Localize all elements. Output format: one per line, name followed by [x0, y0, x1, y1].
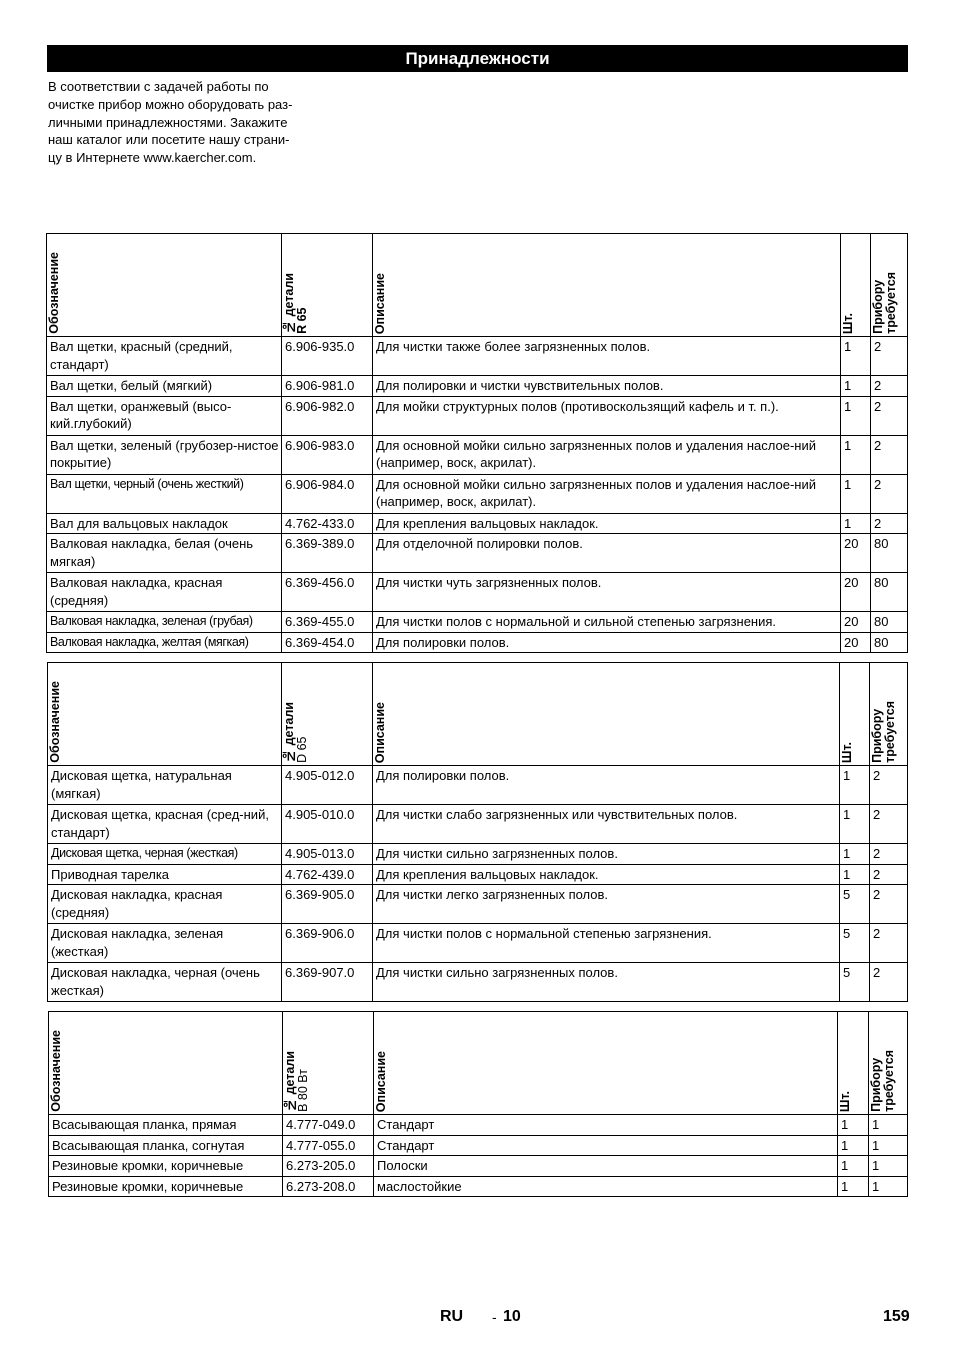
cell-required: 1	[869, 1135, 908, 1156]
table-row	[47, 632, 908, 653]
header-name: Обозначение	[49, 1012, 283, 1115]
cell-part-number: 6.273-205.0	[283, 1156, 374, 1177]
header-name: Обозначение	[47, 234, 282, 337]
cell-description: Для мойки структурных полов (противоскользящий кафель и т. п.).	[373, 396, 841, 435]
cell-required: 2	[871, 474, 908, 513]
cell-description: Стандарт	[374, 1135, 838, 1156]
cell-required: 80	[871, 534, 908, 573]
footer-language: RU	[440, 1308, 464, 1325]
header-req: Прибору требуется	[871, 234, 908, 337]
cell-part-number: 4.762-433.0	[282, 513, 373, 534]
cell-part-number: 6.369-455.0	[282, 612, 373, 633]
cell-description: Для чистки легко загрязненных полов.	[373, 885, 840, 924]
table-row	[47, 534, 908, 573]
cell-description: Для полировки полов.	[373, 766, 840, 805]
cell-part-number: 6.273-208.0	[283, 1176, 374, 1197]
accessories-table-r65	[46, 233, 908, 653]
cell-description: маслостойкие	[374, 1176, 838, 1197]
header-desc: Описание	[374, 1012, 838, 1115]
cell-quantity: 1	[841, 474, 871, 513]
cell-part-number: 6.906-984.0	[282, 474, 373, 513]
cell-name: Вал для вальцовых накладок	[47, 513, 282, 534]
cell-description: Стандарт	[374, 1115, 838, 1136]
cell-description: Полоски	[374, 1156, 838, 1177]
cell-description: Для чистки слабо загрязненных или чувствительных полов.	[373, 805, 840, 844]
table-row	[47, 396, 908, 435]
cell-part-number: 4.777-055.0	[283, 1135, 374, 1156]
cell-part-number: 6.906-935.0	[282, 337, 373, 376]
table-row	[48, 864, 908, 885]
header-req: Прибору требуется	[869, 1012, 908, 1115]
cell-name: Дисковая щетка, красная (сред-ний, стандарт)	[48, 805, 282, 844]
table-header-row	[49, 1012, 908, 1115]
cell-part-number: 4.762-439.0	[282, 864, 373, 885]
intro-text	[48, 78, 338, 167]
cell-part-number: 6.906-983.0	[282, 435, 373, 474]
cell-required: 2	[870, 885, 908, 924]
header-part: № детали B 80 Вт	[283, 1012, 374, 1115]
cell-required: 80	[871, 612, 908, 633]
cell-quantity: 1	[840, 766, 870, 805]
header-desc: Описание	[373, 234, 841, 337]
intro-line: личными принадлежностями. Закажите	[48, 114, 288, 130]
cell-quantity: 5	[840, 885, 870, 924]
cell-quantity: 20	[841, 573, 871, 612]
table-header-row	[47, 234, 908, 337]
table-row	[49, 1176, 908, 1197]
intro-line: цу в Интернете www.kaercher.com.	[48, 150, 257, 166]
cell-quantity: 1	[838, 1135, 869, 1156]
cell-description: Для чистки сильно загрязненных полов.	[373, 963, 840, 1002]
cell-required: 2	[870, 963, 908, 1002]
cell-required: 2	[870, 924, 908, 963]
cell-name: Валковая накладка, красная (средняя)	[47, 573, 282, 612]
cell-required: 2	[870, 844, 908, 865]
table-row	[47, 337, 908, 376]
cell-required: 2	[871, 376, 908, 397]
cell-part-number: 4.905-010.0	[282, 805, 373, 844]
table-row	[48, 805, 908, 844]
cell-name: Вал щетки, красный (средний, стандарт)	[47, 337, 282, 376]
cell-quantity: 20	[841, 632, 871, 653]
cell-part-number: 6.369-907.0	[282, 963, 373, 1002]
cell-name: Дисковая накладка, красная (средняя)	[48, 885, 282, 924]
cell-quantity: 1	[838, 1156, 869, 1177]
cell-quantity: 20	[841, 612, 871, 633]
cell-name: Вал щетки, зеленый (грубозер-нистое покрытие)	[47, 435, 282, 474]
cell-part-number: 6.369-389.0	[282, 534, 373, 573]
table-row	[47, 612, 908, 633]
cell-required: 1	[869, 1115, 908, 1136]
cell-part-number: 6.369-456.0	[282, 573, 373, 612]
cell-quantity: 1	[840, 805, 870, 844]
cell-name: Вал щетки, белый (мягкий)	[47, 376, 282, 397]
page-title: Принадлежности	[47, 45, 908, 72]
cell-name: Дисковая накладка, зеленая (жесткая)	[48, 924, 282, 963]
cell-name: Всасывающая планка, прямая	[49, 1115, 283, 1136]
table-row	[47, 573, 908, 612]
table-row	[49, 1135, 908, 1156]
cell-quantity: 1	[841, 337, 871, 376]
cell-part-number: 4.905-013.0	[282, 844, 373, 865]
cell-part-number: 6.369-454.0	[282, 632, 373, 653]
table-row	[49, 1115, 908, 1136]
cell-name: Приводная тарелка	[48, 864, 282, 885]
cell-name: Резиновые кромки, коричневые	[49, 1156, 283, 1177]
intro-line: наш каталог или посетите нашу страни-	[48, 132, 290, 148]
cell-name: Дисковая накладка, черная (очень жесткая)	[48, 963, 282, 1002]
cell-quantity: 1	[838, 1115, 869, 1136]
cell-description: Для чистки полов с нормальной и сильной степенью загрязнения.	[373, 612, 841, 633]
intro-line: В соответствии с задачей работы по	[48, 79, 269, 94]
cell-required: 2	[871, 435, 908, 474]
cell-quantity: 1	[840, 844, 870, 865]
cell-description: Для полировки и чистки чувствительных полов.	[373, 376, 841, 397]
footer-section-number: 10	[503, 1308, 521, 1325]
cell-name: Валковая накладка, желтая (мягкая)	[47, 632, 282, 653]
cell-quantity: 1	[840, 864, 870, 885]
cell-name: Дисковая щетка, черная (жесткая)	[48, 844, 282, 865]
header-req: Прибору требуется	[870, 663, 908, 766]
page-number: 159	[883, 1308, 910, 1325]
header-qty: Шт.	[840, 663, 870, 766]
table-row	[47, 376, 908, 397]
cell-required: 1	[869, 1176, 908, 1197]
cell-required: 2	[871, 513, 908, 534]
cell-description: Для отделочной полировки полов.	[373, 534, 841, 573]
cell-description: Для основной мойки сильно загрязненных полов и удаления наслое-ний (например, воск, акрилат).	[373, 474, 841, 513]
header-name: Обозначение	[48, 663, 282, 766]
intro-line: очистке прибор можно оборудовать раз-	[48, 96, 293, 112]
cell-part-number: 4.905-012.0	[282, 766, 373, 805]
table-row	[48, 766, 908, 805]
cell-description: Для чистки чуть загрязненных полов.	[373, 573, 841, 612]
cell-name: Валковая накладка, зеленая (грубая)	[47, 612, 282, 633]
header-part: № детали R 65	[282, 234, 373, 337]
cell-required: 80	[871, 573, 908, 612]
cell-required: 2	[870, 805, 908, 844]
cell-quantity: 5	[840, 963, 870, 1002]
table-row	[48, 844, 908, 865]
cell-description: Для основной мойки сильно загрязненных полов и удаления наслое-ний (например, воск, акрилат).	[373, 435, 841, 474]
cell-description: Для полировки полов.	[373, 632, 841, 653]
cell-part-number: 6.906-981.0	[282, 376, 373, 397]
footer-dash: -	[492, 1309, 497, 1325]
cell-required: 2	[870, 766, 908, 805]
cell-required: 2	[870, 864, 908, 885]
cell-name: Вал щетки, черный (очень жесткий)	[47, 474, 282, 513]
cell-quantity: 5	[840, 924, 870, 963]
cell-description: Для чистки сильно загрязненных полов.	[373, 844, 840, 865]
cell-quantity: 1	[841, 513, 871, 534]
cell-required: 1	[869, 1156, 908, 1177]
cell-quantity: 20	[841, 534, 871, 573]
cell-required: 80	[871, 632, 908, 653]
table-header-row	[48, 663, 908, 766]
cell-name: Дисковая щетка, натуральная (мягкая)	[48, 766, 282, 805]
cell-description: Для крепления вальцовых накладок.	[373, 864, 840, 885]
accessories-table-b80	[48, 1011, 908, 1197]
cell-quantity: 1	[841, 435, 871, 474]
cell-quantity: 1	[838, 1176, 869, 1197]
table-row	[48, 885, 908, 924]
cell-required: 2	[871, 396, 908, 435]
cell-description: Для чистки также более загрязненных полов.	[373, 337, 841, 376]
accessories-table-d65	[47, 662, 908, 1002]
cell-description: Для чистки полов с нормальной степенью загрязнения.	[373, 924, 840, 963]
cell-part-number: 6.369-905.0	[282, 885, 373, 924]
cell-part-number: 6.369-906.0	[282, 924, 373, 963]
cell-part-number: 6.906-982.0	[282, 396, 373, 435]
cell-part-number: 4.777-049.0	[283, 1115, 374, 1136]
header-part: № детали D 65	[282, 663, 373, 766]
cell-name: Резиновые кромки, коричневые	[49, 1176, 283, 1197]
cell-name: Всасывающая планка, согнутая	[49, 1135, 283, 1156]
cell-name: Валковая накладка, белая (очень мягкая)	[47, 534, 282, 573]
table-row	[47, 474, 908, 513]
cell-required: 2	[871, 337, 908, 376]
table-row	[48, 963, 908, 1002]
header-desc: Описание	[373, 663, 840, 766]
header-qty: Шт.	[841, 234, 871, 337]
cell-name: Вал щетки, оранжевый (высо-кий.глубокий)	[47, 396, 282, 435]
cell-quantity: 1	[841, 396, 871, 435]
table-row	[47, 513, 908, 534]
cell-description: Для крепления вальцовых накладок.	[373, 513, 841, 534]
table-row	[48, 924, 908, 963]
table-row	[47, 435, 908, 474]
cell-quantity: 1	[841, 376, 871, 397]
header-qty: Шт.	[838, 1012, 869, 1115]
table-row	[49, 1156, 908, 1177]
